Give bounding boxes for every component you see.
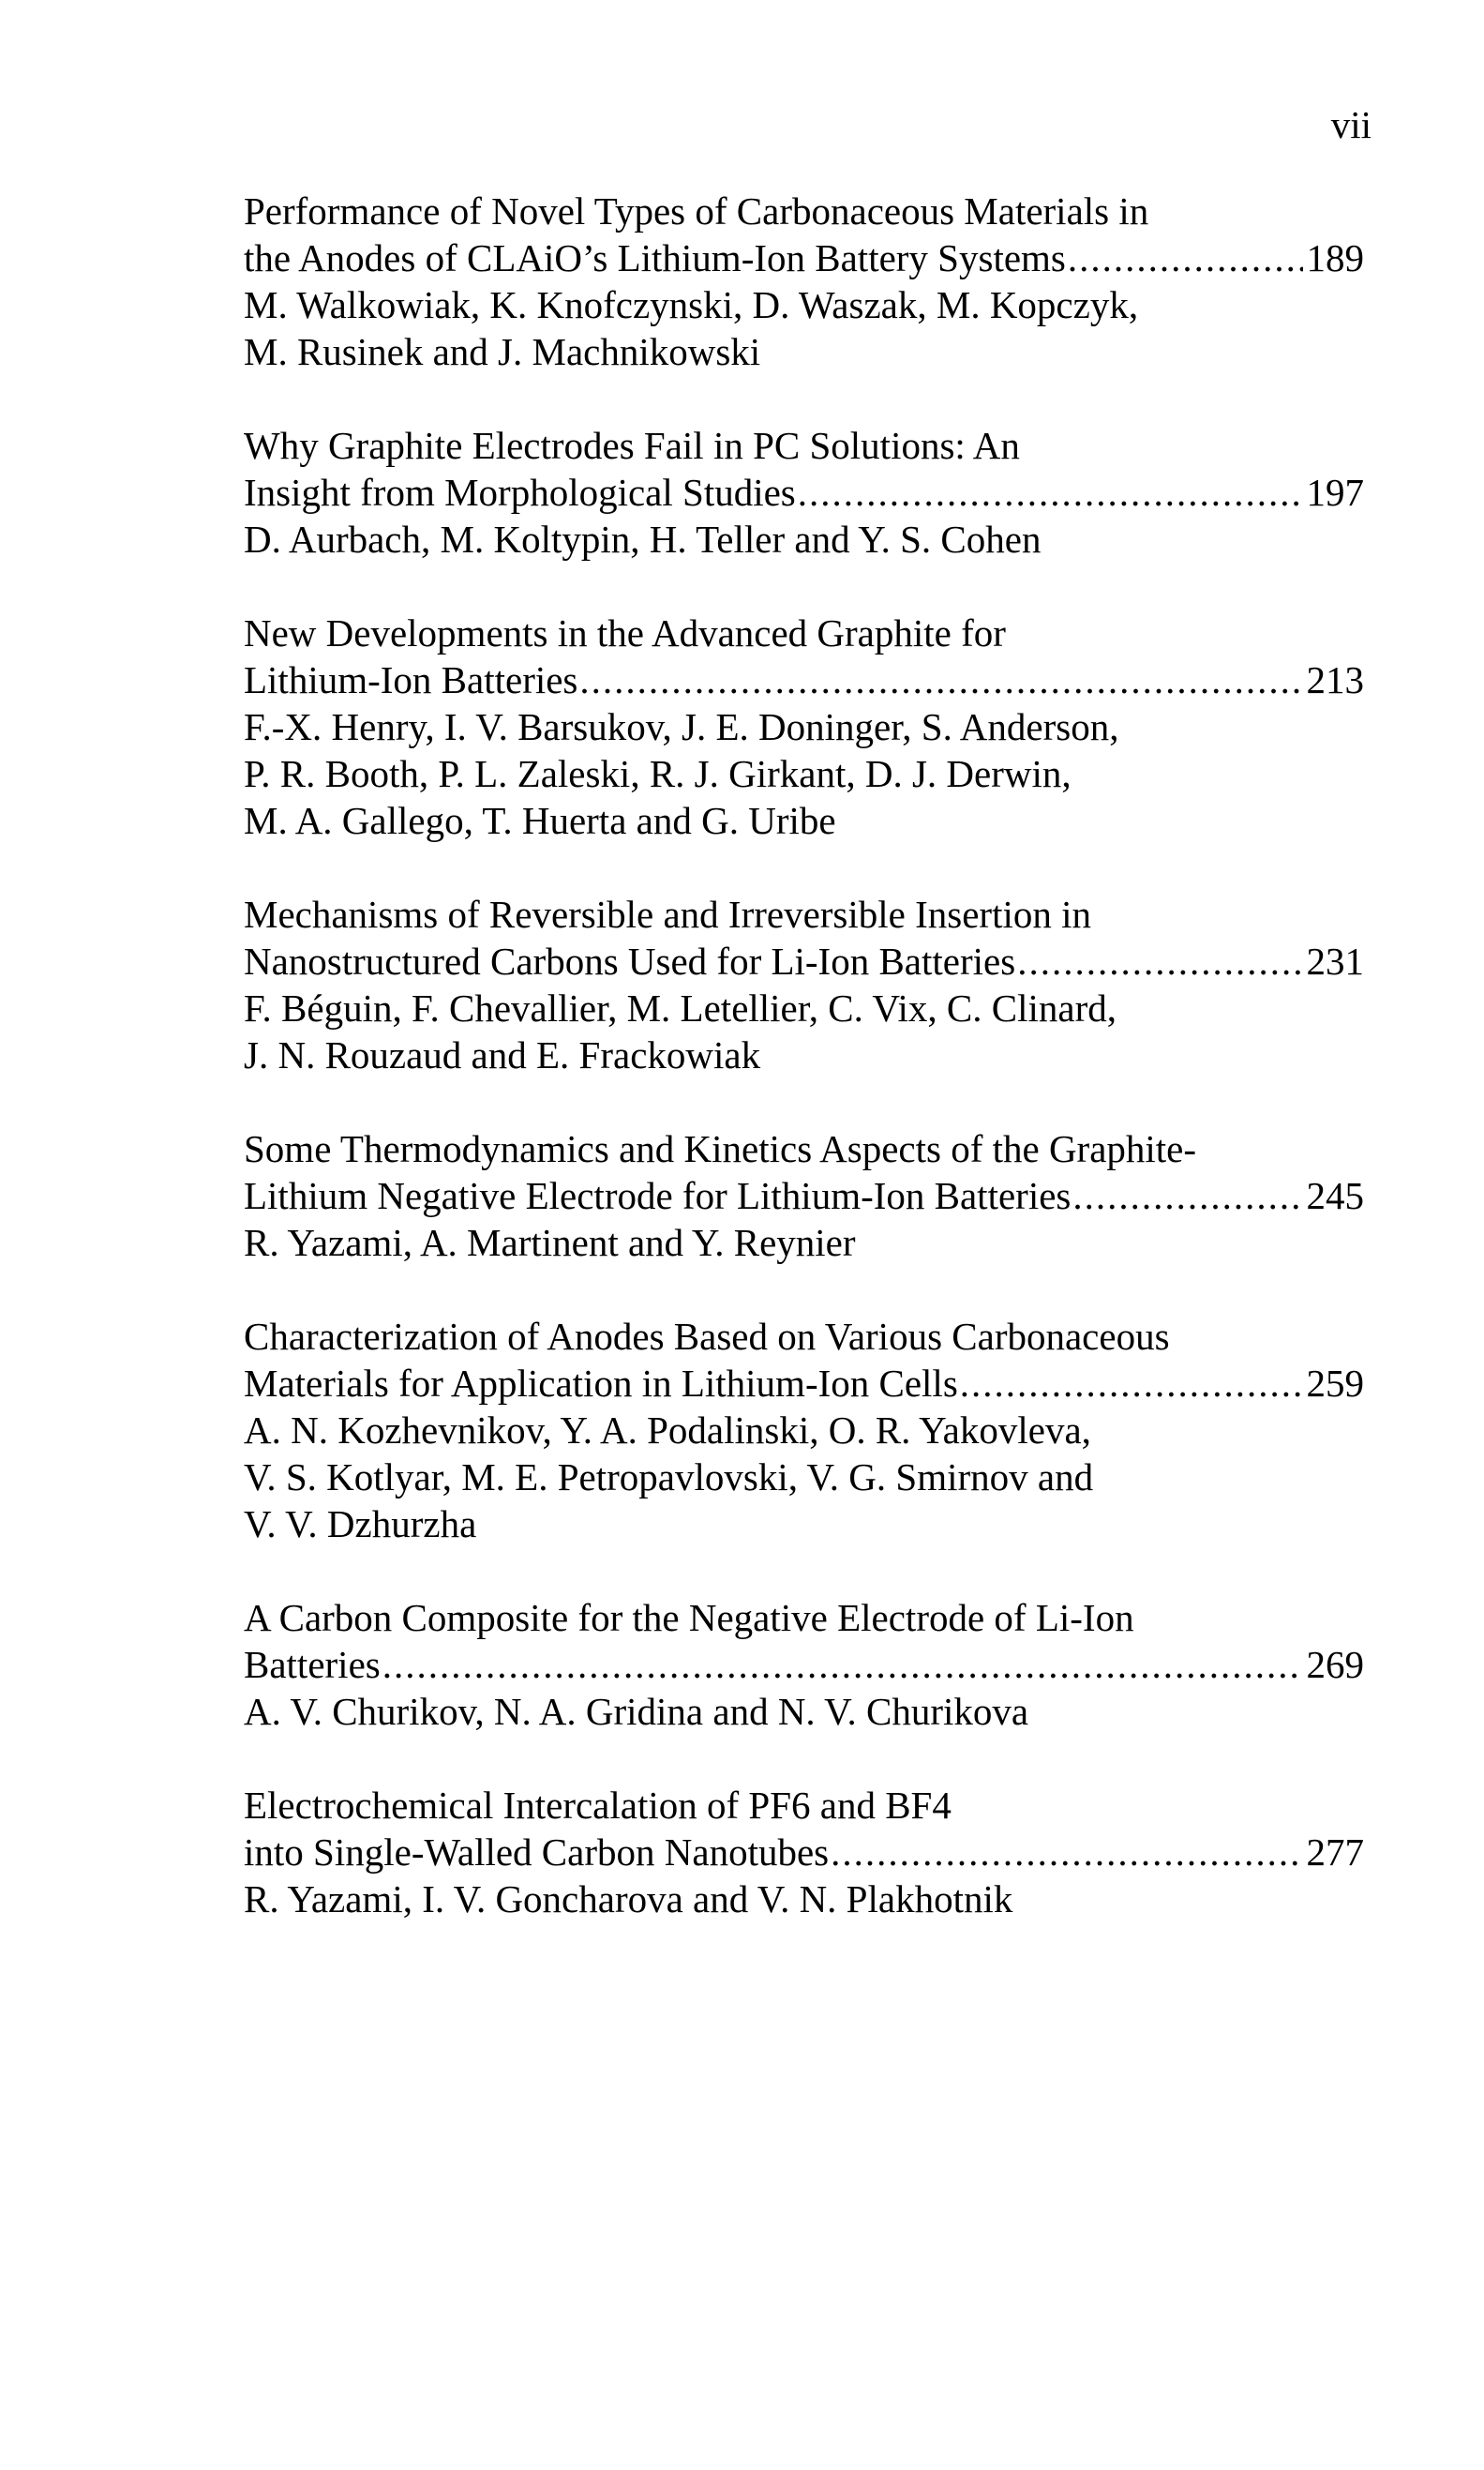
anion-charge-subscript bbox=[791, 1782, 811, 1829]
entry-title: into Single-Walled Carbon Nanotubes bbox=[244, 1830, 830, 1874]
entry-title-part: Electrochemical Intercalation of PF bbox=[244, 1784, 792, 1827]
dot-leader bbox=[831, 1829, 1302, 1875]
entry-title: the Anodes of CLAiO’s Lithium-Ion Battery Systems bbox=[244, 236, 1066, 279]
entry-authors: P. R. Booth, P. L. Zaleski, R. J. Girkant, D. J. Derwin, bbox=[244, 752, 1072, 795]
entry-page-number: 189 bbox=[1306, 236, 1364, 279]
dot-leader bbox=[1072, 1172, 1302, 1219]
entry-title: Insight from Morphological Studies bbox=[244, 471, 796, 514]
entry-authors: F. Béguin, F. Chevallier, M. Letellier, C. Vix, C. Clinard, bbox=[244, 986, 1117, 1030]
entry-page-number: 259 bbox=[1306, 1362, 1364, 1405]
entry-authors: A. N. Kozhevnikov, Y. A. Podalinski, O. R. Yakovleva, bbox=[244, 1408, 1091, 1452]
entry-title: Some Thermodynamics and Kinetics Aspects of the Graphite- bbox=[244, 1127, 1197, 1170]
toc-entry bbox=[244, 1313, 1364, 1547]
entry-authors: R. Yazami, A. Martinent and Y. Reynier bbox=[244, 1221, 856, 1264]
entry-title: Mechanisms of Reversible and Irreversible Insertion in bbox=[244, 893, 1092, 936]
anion-charge-subscript bbox=[932, 1782, 952, 1829]
entry-title: Materials for Application in Lithium-Ion Cells bbox=[244, 1362, 958, 1405]
entry-authors: F.-X. Henry, I. V. Barsukov, J. E. Doninger, S. Anderson, bbox=[244, 705, 1119, 748]
toc-entry bbox=[244, 1594, 1364, 1735]
entry-title: Batteries bbox=[244, 1643, 381, 1686]
dot-leader bbox=[960, 1360, 1303, 1407]
entry-page-number: 213 bbox=[1306, 658, 1364, 701]
entry-title-part: and BF bbox=[810, 1784, 933, 1827]
entry-authors: M. Rusinek and J. Machnikowski bbox=[244, 330, 761, 373]
page-number: vii bbox=[1330, 103, 1372, 146]
entry-page-number: 231 bbox=[1306, 940, 1364, 983]
entry-title: Lithium Negative Electrode for Lithium-Ion Batteries bbox=[244, 1174, 1072, 1217]
toc-entry bbox=[244, 891, 1364, 1078]
entry-title-line-with-page bbox=[244, 938, 1364, 985]
toc-entry bbox=[244, 1125, 1364, 1266]
entry-authors: R. Yazami, I. V. Goncharova and V. N. Plakhotnik bbox=[244, 1877, 1013, 1920]
entry-title: Lithium-Ion Batteries bbox=[244, 658, 578, 701]
entry-authors: V. S. Kotlyar, M. E. Petropavlovski, V. G. Smirnov and bbox=[244, 1455, 1094, 1499]
entry-page-number: 269 bbox=[1306, 1643, 1364, 1686]
dot-leader bbox=[798, 469, 1303, 516]
ion-number: 6 bbox=[791, 1784, 811, 1827]
entry-title-line-with-page bbox=[244, 1360, 1364, 1407]
toc-entry bbox=[244, 188, 1364, 375]
entry-title: New Developments in the Advanced Graphite for bbox=[244, 611, 1006, 655]
entry-title: Characterization of Anodes Based on Various Carbonaceous bbox=[244, 1315, 1170, 1358]
dot-leader bbox=[382, 1641, 1303, 1688]
toc-entry bbox=[244, 1782, 1364, 1922]
dot-leader bbox=[579, 656, 1302, 703]
entry-title: Performance of Novel Types of Carbonaceous Materials in bbox=[244, 189, 1149, 233]
entry-page-number: 245 bbox=[1306, 1174, 1364, 1217]
entry-title-line-with-page bbox=[244, 234, 1364, 281]
entry-page-number: 277 bbox=[1306, 1830, 1364, 1874]
entry-authors: A. V. Churikov, N. A. Gridina and N. V. Churikova bbox=[244, 1690, 1029, 1733]
toc-entry bbox=[244, 422, 1364, 563]
entry-title: A Carbon Composite for the Negative Electrode of Li-Ion bbox=[244, 1596, 1134, 1639]
entry-authors: D. Aurbach, M. Koltypin, H. Teller and Y. S. Cohen bbox=[244, 518, 1042, 561]
ion-number: 4 bbox=[932, 1784, 952, 1827]
entry-title-line-with-page bbox=[244, 1172, 1364, 1219]
entry-title-line-with-page bbox=[244, 656, 1364, 703]
entry-authors: M. Walkowiak, K. Knofczynski, D. Waszak, M. Kopczyk, bbox=[244, 283, 1139, 326]
entry-authors: V. V. Dzhurzha bbox=[244, 1502, 477, 1545]
toc-entry bbox=[244, 610, 1364, 844]
entry-title bbox=[244, 1782, 1364, 1829]
table-of-contents bbox=[244, 188, 1364, 1969]
dot-leader bbox=[1017, 938, 1302, 985]
entry-title-line-with-page bbox=[244, 469, 1364, 516]
entry-authors: J. N. Rouzaud and E. Frackowiak bbox=[244, 1033, 761, 1077]
entry-page-number: 197 bbox=[1306, 471, 1364, 514]
dot-leader bbox=[1068, 234, 1303, 281]
entry-title: Why Graphite Electrodes Fail in PC Solutions: An bbox=[244, 424, 1020, 467]
entry-authors: M. A. Gallego, T. Huerta and G. Uribe bbox=[244, 799, 836, 842]
entry-title-line-with-page bbox=[244, 1641, 1364, 1688]
entry-title-line-with-page bbox=[244, 1829, 1364, 1875]
entry-title: Nanostructured Carbons Used for Li-Ion Batteries bbox=[244, 940, 1016, 983]
